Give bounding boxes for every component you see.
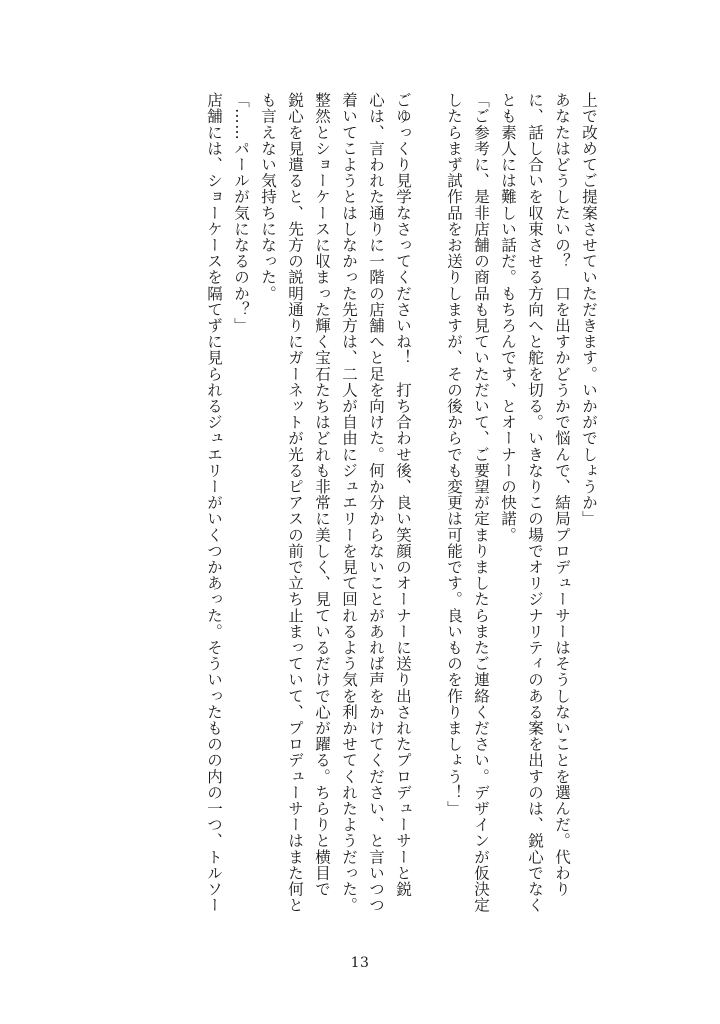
text-line: 店舗には、ショーケースを隔てずに見られるジュエリーがいくつかあった。そういったものの内の一つ、トルソー	[205, 92, 223, 914]
body-text	[200, 92, 602, 942]
text-line: ごゆっくり見学なさってくださいね！ 打ち合わせ後、良い笑顔のオーナーに送り出されたプロデューサーと鋭	[394, 92, 412, 897]
text-line: 上で改めてご提案させていただきます。いかがでしょうか」	[580, 92, 598, 527]
text-line: に、話し合いを収束させる方向へと舵を切る。いきなりこの場でオリジナリティのある案を出すのは、鋭心でなく	[526, 92, 544, 914]
text-line: 着いてこようとはしなかった先方は、二人が自由にジュエリーを見て回れるよう気を利かせてくれたようだった。	[340, 92, 358, 914]
text-line: 「ご参考に、是非店舗の商品も見ていただいて、ご要望が定まりましたらまたご連絡ください。デザインが仮決定	[472, 92, 490, 914]
text-line: したらまず試作品をお送りしますが、その後からでも変更は可能です。良いものを作りましょう！」	[445, 92, 463, 817]
text-line: とも素人には難しい話だ。もちろんです、とオーナーの快諾。	[499, 92, 517, 543]
text-line: 「……パールが気になるのか？」	[232, 92, 250, 334]
text-line: 整然とショーケースに収まった輝く宝石たちはどれも非常に美しく、見ているだけで心が躍る。ちらりと横目で	[313, 92, 331, 897]
text-line: 心は、言われた通りに一階の店舗へと足を向けた。何か分からないことがあれば声をかけてください、と言いつつ	[367, 92, 385, 914]
text-line: も言えない気持ちになった。	[259, 92, 277, 302]
text-line: 鋭心を見遣ると、先方の説明通りにガーネットが光るピアスの前で立ち止まっていて、プロデューサーはまた何と	[286, 92, 304, 914]
text-line: あなたはどうしたいの？ 口を出すかどうかで悩んで、結局プロデューサーはそうしないことを選んだ。代わり	[553, 92, 571, 897]
page-number: 13	[350, 955, 370, 971]
